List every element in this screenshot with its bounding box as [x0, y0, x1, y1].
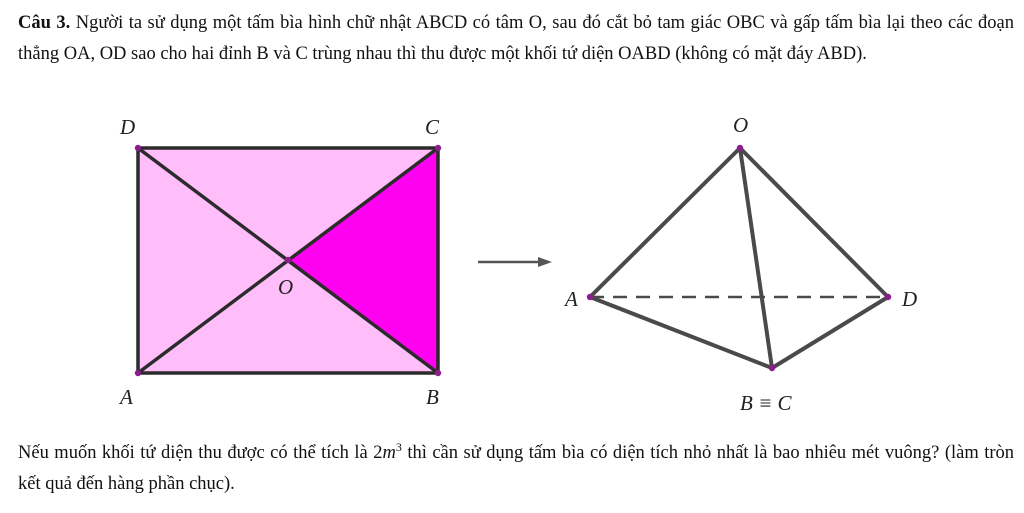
vertex-O [737, 145, 743, 151]
ask-text-before: Nếu muốn khối tứ diện thu được có thể tích là 2 [18, 443, 383, 464]
vertex-A [135, 370, 141, 376]
label-B-equiv-C: B ≡ C [740, 391, 792, 415]
vertex-B [435, 370, 441, 376]
label-O: O [278, 275, 294, 299]
rectangle-figure [118, 115, 441, 409]
label-D: D [120, 115, 136, 139]
ask-text-after: thì cần sử dụng tấm bìa có diện tích nhỏ nhất là bao nhiêu mét vuông? (làm tròn kết quả đến hàng phần chục). [18, 443, 1015, 495]
edge-AB [590, 297, 772, 368]
vertex-D [885, 294, 891, 300]
vertex-D [135, 145, 141, 151]
label-B: B [426, 385, 439, 409]
ask-unit-exponent: 3 [395, 440, 402, 454]
edge-OD [740, 148, 888, 297]
vertex-C [435, 145, 441, 151]
label-A: A [120, 385, 133, 409]
question-text: Người ta sử dụng một tấm bìa hình chữ nhật ABCD có tâm O, sau đó cắt bỏ tam giác OBC và gấp tấm bìa lại theo các đoạn thẳng OA, OD sao cho hai đỉnh B và C trùng nhau thì thu được một khối tứ diện OABD (không có mặt đáy ABD). [18, 13, 1014, 64]
vertex-BC [769, 365, 775, 371]
vertex-O [285, 257, 291, 263]
label-A: A [565, 287, 578, 311]
edge-OB [740, 148, 772, 368]
vertex-A [587, 294, 593, 300]
ask-paragraph [18, 432, 1014, 500]
label-C: C [425, 115, 440, 139]
question-number: Câu 3. [18, 13, 71, 33]
label-O: O [733, 113, 749, 137]
edge-DB [772, 297, 888, 368]
tetrahedron-figure [563, 113, 917, 415]
edge-OA [590, 148, 740, 297]
transform-arrow [478, 257, 552, 267]
ask-unit: m [382, 443, 396, 464]
label-D: D [902, 287, 918, 311]
